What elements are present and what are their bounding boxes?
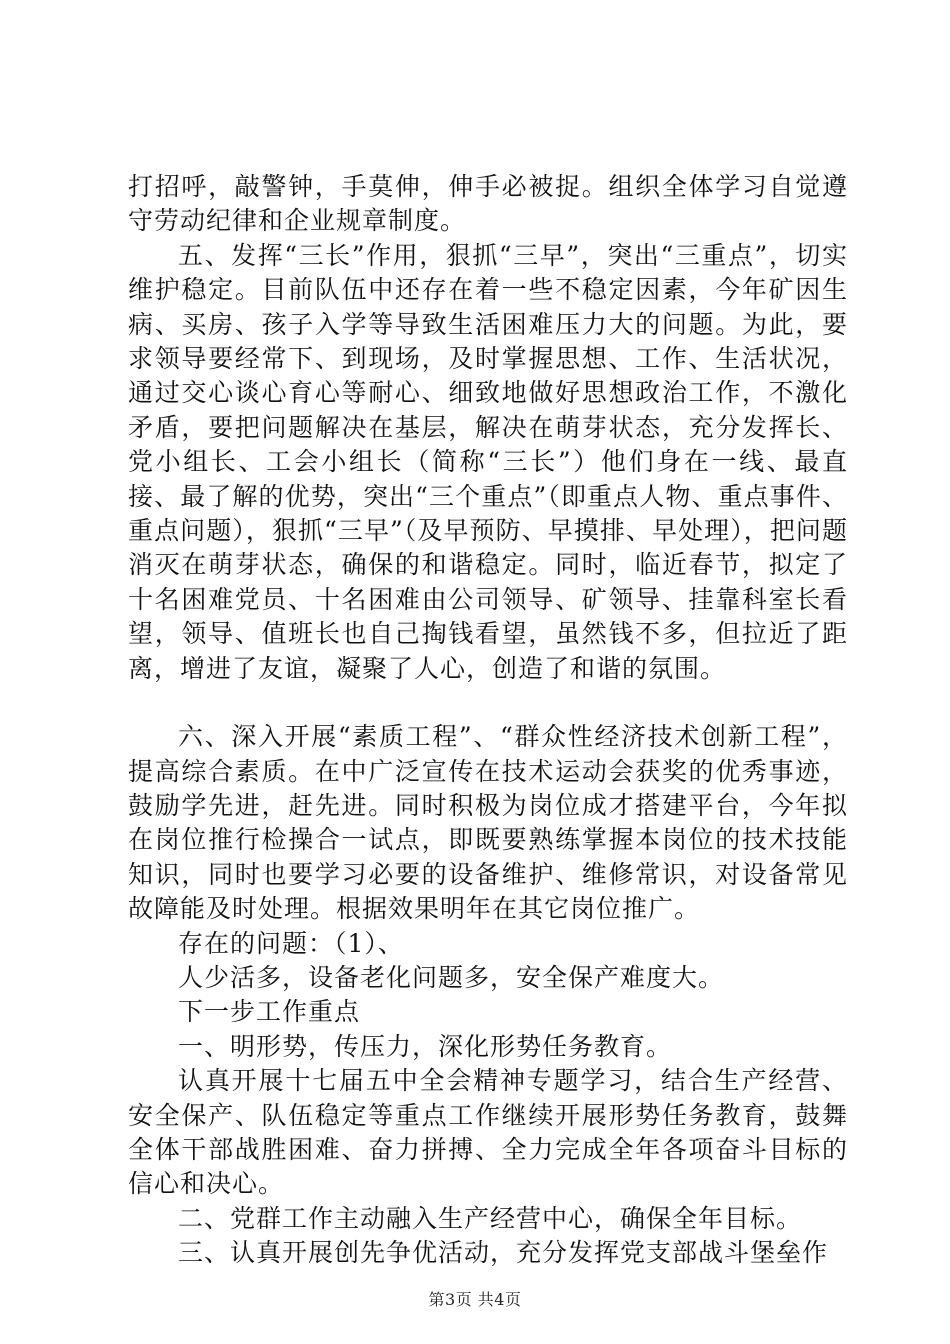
paragraph-problems-heading: 存在的问题：（1）、 [178,928,404,958]
paragraph-next-step-two: 二、党群工作主动融入生产经营中心，确保全年目标。 [178,1203,803,1233]
paragraph-next-step-three: 三、认真开展创先争优活动，充分发挥党支部战斗堡垒作 [178,1238,829,1268]
paragraph-section-six: 六、深入开展“素质工程”、“群众性经济技术创新工程”，提高综合素质。在中广泛宣传在技术运动会获奖的优秀事迹，鼓励学先进，赶先进。同时积极为岗位成才搭建平台，今年拟在岗位推行检操合一试点，即既要熟练掌握本岗位的技术技能知识，同时也要学习必要的设备维护、维修常识，对设备常见故障能及时处理。根据效果明年在其它岗位推广。 [128,722,848,924]
paragraph-section-five: 五、发挥“三长”作用，狠抓“三早”，突出“三重点”，切实维护稳定。目前队伍中还存在着一些不稳定因素，今年矿因生病、买房、孩子入学等导致生活困难压力大的问题。为此，要求领导要经常下、到现场，及时掌握思想、工作、生活状况，通过交心谈心育心等耐心、细致地做好思想政治工作，不激化矛盾，要把问题解决在基层，解决在萌芽状态，充分发挥长、党小组长、工会小组长（简称“三长”）他们身在一线、最直接、最了解的优势，突出“三个重点”（即重点人物、重点事件、重点问题），狠抓“三早”（及早预防、早摸排、早处理），把问题消灭在萌芽状态，确保的和谐稳定。同时，临近春节，拟定了十名困难党员、十名困难由公司领导、矿领导、挂靠科室长看望，领导、值班长也自己掏钱看望，虽然钱不多，但拉近了距离，增进了友谊，凝聚了人心，创造了和谐的氛围。 [128,240,848,683]
paragraph-study-detail: 认真开展十七届五中全会精神专题学习，结合生产经营、安全保产、队伍稳定等重点工作继续开展形势任务教育，鼓舞全体干部战胜困难、奋力拼搏、全力完成全年各项奋斗目标的信心和决心。 [128,1066,848,1199]
paragraph-problems-detail: 人少活多，设备老化问题多，安全保产难度大。 [178,962,725,992]
document-body [128,170,848,1271]
page-footer: 第3页 共4页 [428,1290,522,1309]
paragraph-next-steps-heading: 下一步工作重点 [178,997,361,1027]
paragraph-discipline: 打招呼，敲警钟，手莫伸，伸手必被捉。组织全体学习自觉遵守劳动纪律和企业规章制度。 [128,172,848,236]
paragraph-next-step-one: 一、明形势，传压力，深化形势任务教育。 [178,1031,673,1061]
